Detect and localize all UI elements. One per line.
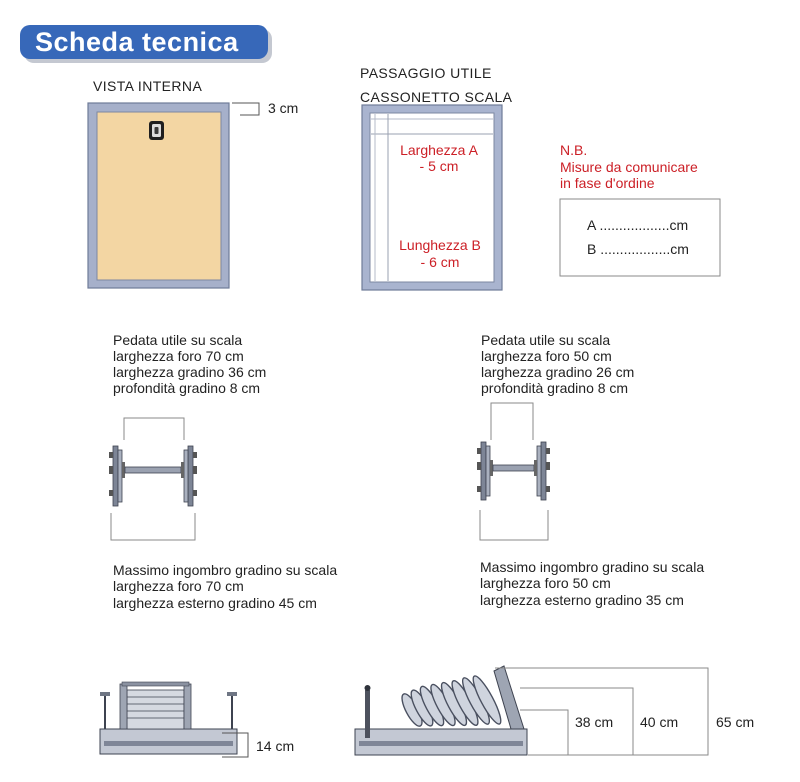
rail-connector: [122, 462, 125, 478]
frame-width-value: 3 cm: [268, 100, 299, 116]
page-title: Scheda tecnica: [35, 27, 239, 57]
passage-title-line1: PASSAGGIO UTILE: [360, 65, 492, 81]
folded-ladder: [398, 673, 505, 728]
hinge-bracket-right: [227, 692, 237, 696]
interior-view-label: VISTA INTERNA: [93, 78, 203, 94]
telescopic-pole: [365, 690, 370, 738]
bolt: [193, 452, 197, 458]
step-diagram-70: [109, 418, 197, 540]
bolt: [546, 486, 550, 492]
step70-tread-hole: larghezza foro 70 cm: [113, 348, 244, 364]
step-tube: [493, 465, 534, 471]
ladder-rail-left: [109, 446, 125, 506]
order-measures-box: [560, 199, 720, 276]
bolt: [546, 462, 550, 470]
bolt: [109, 466, 113, 474]
step-bulk-bracket: [480, 510, 548, 540]
pole-knob: [365, 685, 371, 691]
step70-tread-depth: profondità gradino 8 cm: [113, 380, 261, 396]
note-title: N.B.: [560, 142, 588, 158]
box-height-value: 14 cm: [256, 738, 295, 754]
tread-width-bracket: [124, 418, 184, 440]
passage-title-line2: CASSONETTO SCALA: [360, 89, 513, 105]
rail-connector: [490, 460, 493, 476]
step50-tread-hole: larghezza foro 50 cm: [481, 348, 612, 364]
box-front-view: [100, 682, 237, 754]
step70-bulk-hole: larghezza foro 70 cm: [113, 578, 244, 594]
bolt: [109, 490, 113, 496]
height-40-value: 40 cm: [640, 714, 679, 730]
note-line2: in fase d'ordine: [560, 175, 655, 191]
rail-web: [486, 446, 490, 496]
step50-tread-depth: profondità gradino 8 cm: [481, 380, 629, 396]
bolt: [477, 462, 481, 470]
step50-tread-title: Pedata utile su scala: [481, 332, 611, 348]
frame-width-bracket: [232, 103, 259, 115]
field-b: B ..................cm: [587, 241, 689, 257]
interior-view-diagram: [88, 103, 229, 288]
height-65-value: 65 cm: [716, 714, 755, 730]
step-diagram-50: [477, 403, 550, 540]
folded-steps: [127, 690, 184, 729]
step50-tread-width: larghezza gradino 26 cm: [481, 364, 635, 380]
note-line1: Misure da comunicare: [560, 159, 698, 175]
rail-web: [184, 450, 188, 502]
step50-bulk-width: larghezza esterno gradino 35 cm: [480, 592, 684, 608]
rail-connector: [534, 460, 537, 476]
ladder-post-right: [184, 684, 191, 729]
width-a-label: Larghezza A: [400, 142, 478, 158]
ladder-rail-right: [181, 446, 197, 506]
hinge-bracket-left: [100, 692, 110, 696]
width-a-offset: - 5 cm: [419, 158, 459, 174]
lock-icon: [149, 121, 164, 140]
step70-tread-width: larghezza gradino 36 cm: [113, 364, 267, 380]
box-base-strip: [104, 741, 233, 746]
rail-flange: [113, 446, 118, 506]
rail-web: [118, 450, 122, 502]
tread-width-bracket: [491, 403, 533, 440]
step50-bulk-title: Massimo ingombro gradino su scala: [480, 559, 705, 575]
box-side-view: [355, 666, 527, 755]
rail-connector: [181, 462, 184, 478]
step-bulk-bracket: [111, 513, 195, 540]
lock-slot: [155, 127, 159, 134]
bolt: [193, 466, 197, 474]
box-base-strip: [359, 741, 523, 746]
bolt: [109, 452, 113, 458]
bolt: [477, 448, 481, 454]
length-b-label: Lunghezza B: [399, 237, 481, 253]
bolt: [193, 490, 197, 496]
rail-flange: [541, 442, 546, 500]
bolt: [546, 448, 550, 454]
step70-bulk-title: Massimo ingombro gradino su scala: [113, 562, 338, 578]
height-38-value: 38 cm: [575, 714, 614, 730]
step-tube: [125, 467, 181, 473]
field-a: A ..................cm: [587, 217, 689, 233]
step50-bulk-hole: larghezza foro 50 cm: [480, 575, 611, 591]
ladder-rail-left: [477, 442, 493, 500]
ladder-rail-right: [534, 442, 550, 500]
rail-flange: [481, 442, 486, 500]
ladder-post-left: [120, 684, 127, 729]
ladder-top-bar: [122, 682, 189, 686]
length-b-offset: - 6 cm: [420, 254, 460, 270]
step70-bulk-width: larghezza esterno gradino 45 cm: [113, 595, 317, 611]
rail-flange: [188, 446, 193, 506]
bolt: [477, 486, 481, 492]
rail-web: [537, 446, 541, 496]
step70-tread-title: Pedata utile su scala: [113, 332, 243, 348]
